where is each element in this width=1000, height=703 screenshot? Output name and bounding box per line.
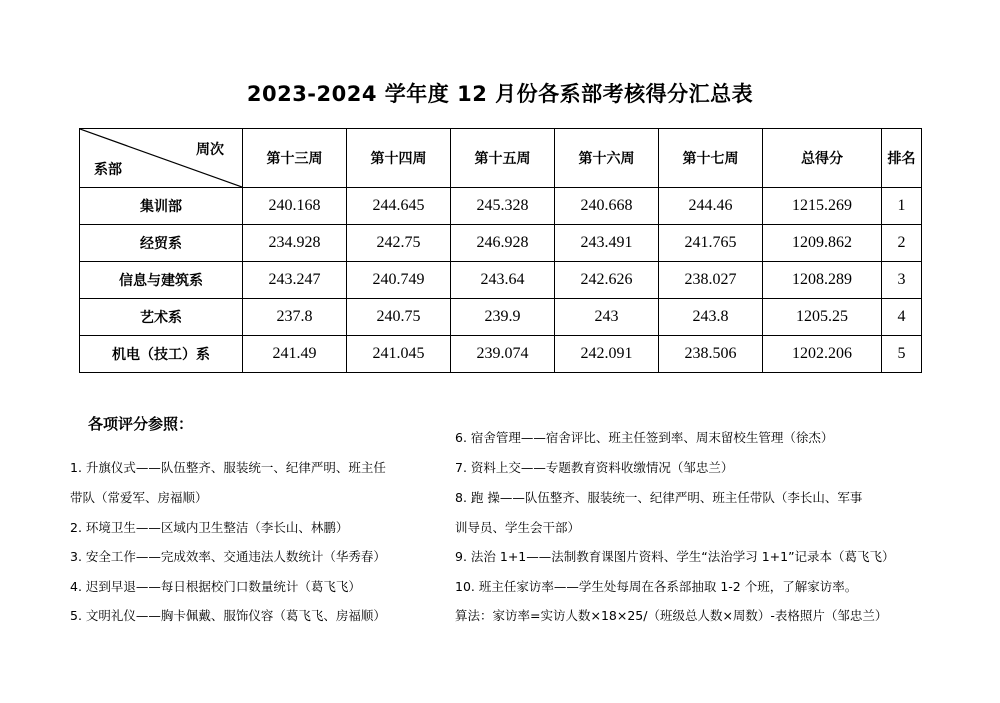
- score-cell: 246.928: [451, 225, 555, 262]
- score-cell: 243.64: [451, 262, 555, 299]
- score-cell: 239.074: [451, 336, 555, 373]
- score-cell: 239.9: [451, 299, 555, 336]
- score-cell: 240.168: [243, 188, 347, 225]
- total-cell: 1205.25: [763, 299, 882, 336]
- reference-item: 训导员、学生会干部）: [455, 520, 581, 535]
- col-header: 排名: [882, 129, 922, 188]
- score-cell: 243.491: [555, 225, 659, 262]
- col-header: 第十四周: [347, 129, 451, 188]
- corner-header: [80, 129, 243, 188]
- score-cell: 242.75: [347, 225, 451, 262]
- table-row: [80, 262, 922, 299]
- reference-item: 3. 安全工作——完成效率、交通违法人数统计（华秀春）: [70, 549, 386, 564]
- score-cell: 242.091: [555, 336, 659, 373]
- reference-item: 9. 法治 1+1——法制教育课图片资料、学生“法治学习 1+1”记录本（葛飞飞）: [455, 549, 895, 564]
- reference-item: 2. 环境卫生——区域内卫生整洁（李长山、林鹏）: [70, 520, 349, 535]
- score-cell: 240.668: [555, 188, 659, 225]
- rank-cell: 3: [882, 262, 922, 299]
- score-table: [79, 128, 922, 373]
- table-row: [80, 299, 922, 336]
- col-header: 第十六周: [555, 129, 659, 188]
- reference-item: 5. 文明礼仪——胸卡佩戴、服饰仪容（葛飞飞、房福顺）: [70, 608, 386, 623]
- score-cell: 241.765: [659, 225, 763, 262]
- reference-item: 10. 班主任家访率——学生处每周在各系部抽取 1-2 个班，了解家访率。: [455, 579, 858, 594]
- reference-heading: 各项评分参照：: [88, 415, 194, 433]
- score-cell: 243.247: [243, 262, 347, 299]
- total-cell: 1202.206: [763, 336, 882, 373]
- table-row: [80, 225, 922, 262]
- score-cell: 237.8: [243, 299, 347, 336]
- score-cell: 244.645: [347, 188, 451, 225]
- score-cell: 240.749: [347, 262, 451, 299]
- score-cell: 234.928: [243, 225, 347, 262]
- score-cell: 244.46: [659, 188, 763, 225]
- score-cell: 241.045: [347, 336, 451, 373]
- reference-item: 4. 迟到早退——每日根据校门口数量统计（葛飞飞）: [70, 579, 361, 594]
- score-cell: 240.75: [347, 299, 451, 336]
- score-cell: 238.027: [659, 262, 763, 299]
- score-cell: 238.506: [659, 336, 763, 373]
- dept-cell: 经贸系: [80, 225, 243, 262]
- corner-dept-label: 系部: [94, 162, 122, 178]
- rank-cell: 4: [882, 299, 922, 336]
- score-cell: 241.49: [243, 336, 347, 373]
- table-row: [80, 336, 922, 373]
- rank-cell: 2: [882, 225, 922, 262]
- total-cell: 1208.289: [763, 262, 882, 299]
- total-cell: 1209.862: [763, 225, 882, 262]
- page-title: 2023-2024 学年度 12 月份各系部考核得分汇总表: [246, 82, 754, 106]
- reference-item: 6. 宿舍管理——宿舍评比、班主任签到率、周末留校生管理（徐杰）: [455, 430, 834, 445]
- total-cell: 1215.269: [763, 188, 882, 225]
- corner-week-label: 周次: [196, 142, 224, 158]
- dept-cell: 机电（技工）系: [80, 336, 243, 373]
- dept-cell: 信息与建筑系: [80, 262, 243, 299]
- reference-item: 1. 升旗仪式——队伍整齐、服装统一、纪律严明、班主任: [70, 460, 386, 475]
- score-cell: 242.626: [555, 262, 659, 299]
- table-header-row: [80, 129, 922, 188]
- reference-item: 算法：家访率=实访人数×18×25/（班级总人数×周数）-表格照片（邹忠兰）: [455, 608, 888, 623]
- reference-item: 7. 资料上交——专题教育资料收缴情况（邹忠兰）: [455, 460, 734, 475]
- col-header: 第十七周: [659, 129, 763, 188]
- col-header: 第十三周: [243, 129, 347, 188]
- score-cell: 243: [555, 299, 659, 336]
- reference-item: 8. 跑 操——队伍整齐、服装统一、纪律严明、班主任带队（李长山、军事: [455, 490, 863, 505]
- rank-cell: 5: [882, 336, 922, 373]
- table-row: [80, 188, 922, 225]
- reference-item: 带队（常爱军、房福顺）: [70, 490, 208, 505]
- score-cell: 245.328: [451, 188, 555, 225]
- col-header: 第十五周: [451, 129, 555, 188]
- dept-cell: 集训部: [80, 188, 243, 225]
- score-cell: 243.8: [659, 299, 763, 336]
- col-header: 总得分: [763, 129, 882, 188]
- dept-cell: 艺术系: [80, 299, 243, 336]
- rank-cell: 1: [882, 188, 922, 225]
